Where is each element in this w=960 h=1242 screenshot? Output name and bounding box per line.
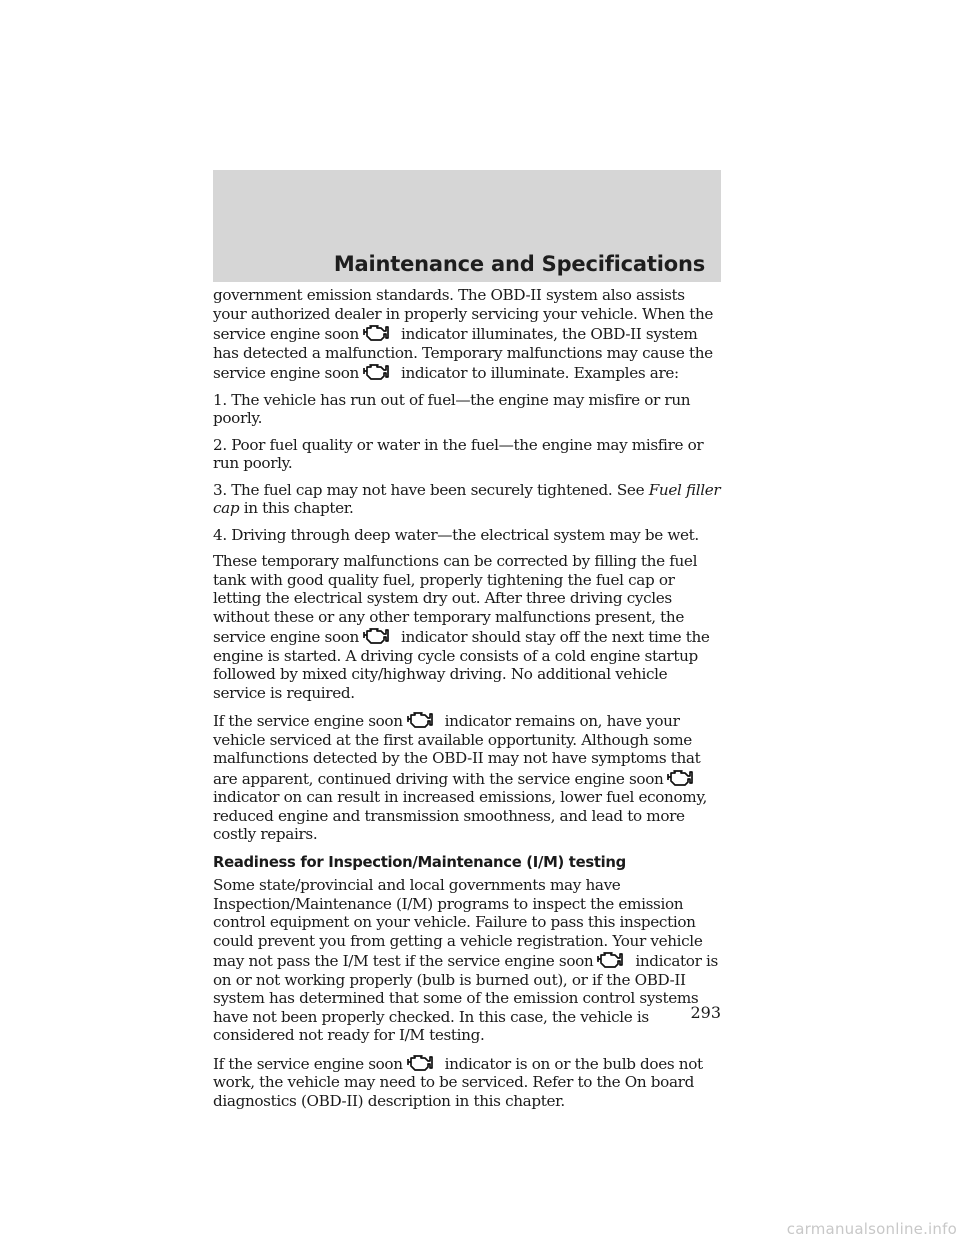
paragraph-obd-intro: government emission standards. The OBD-II system also assists your authorized dealer in properly servicing your vehicle. When the service engine soon indicator illuminates, the OBD-II system has detected a malfunction. Temporary malfunctions may cause the service engine soon indicator to illuminate. Examples are: [213, 286, 714, 382]
check-engine-icon [667, 768, 693, 786]
check-engine-icon [407, 710, 433, 728]
cross-reference-fuel-filler-cap: Fuel filler cap [213, 480, 721, 517]
section-heading-im-testing: Readiness for Inspection/Maintenance (I/M) testing [213, 853, 626, 871]
watermark: carmanualsonline.info [786, 1220, 957, 1238]
page-number: 293 [690, 1003, 721, 1022]
list-item-1: 1. The vehicle has run out of fuel—the engine may misfire or run poorly. [213, 390, 691, 427]
paragraph-temporary-malfunctions: These temporary malfunctions can be corrected by filling the fuel tank with good quality fuel, properly tightening the fuel cap or letting the electrical system dry out. After three driving cycles without these or any other temporary malfunctions present, the service engine soon indicator should stay off the next time the engine is started. A driving cycle consists of a cold engine startup followed by mixed city/highway driving. No additional vehicle service is required. [213, 552, 710, 702]
check-engine-icon [597, 950, 623, 968]
section-title: Maintenance and Specifications [333, 252, 705, 276]
check-engine-icon [407, 1053, 433, 1071]
paragraph-im-programs: Some state/provincial and local governments may have Inspection/Maintenance (I/M) programs to inspect the emission control equipment on your vehicle. Failure to pass this inspection could prevent you from getting a vehicle registration. Your vehicle may not pass the I/M test if the service engine soon indicator is on or not working properly (bulb is burned out), or if the OBD-II system has determined that some of the emission control systems have not been properly checked. In this case, the vehicle is considered not ready for I/M testing. [213, 876, 718, 1044]
paragraph-indicator-remains-on: If the service engine soon indicator remains on, have your vehicle serviced at the first available opportunity. Although some malfunctions detected by the OBD-II may not have symptoms that are apparent, continued driving with the service engine soon indicator on can result in increased emissions, lower fuel economy, reduced engine and transmission smoothness, and lead to more costly repairs. [213, 712, 708, 843]
check-engine-icon [363, 626, 389, 644]
list-item-4: 4. Driving through deep water—the electrical system may be wet. [213, 525, 699, 544]
paragraph-bulb-not-working: If the service engine soon indicator is on or the bulb does not work, the vehicle may need to be serviced. Refer to the On board diagnostics (OBD-II) description in this chapter. [213, 1054, 703, 1110]
check-engine-icon [363, 323, 389, 341]
check-engine-icon [363, 362, 389, 380]
list-item-2: 2. Poor fuel quality or water in the fuel—the engine may misfire or run poorly. [213, 435, 704, 472]
section-header-band [213, 170, 721, 282]
page-content [213, 286, 721, 1118]
list-item-3: 3. The fuel cap may not have been securely tightened. See Fuel filler cap in this chapter. [213, 480, 721, 517]
